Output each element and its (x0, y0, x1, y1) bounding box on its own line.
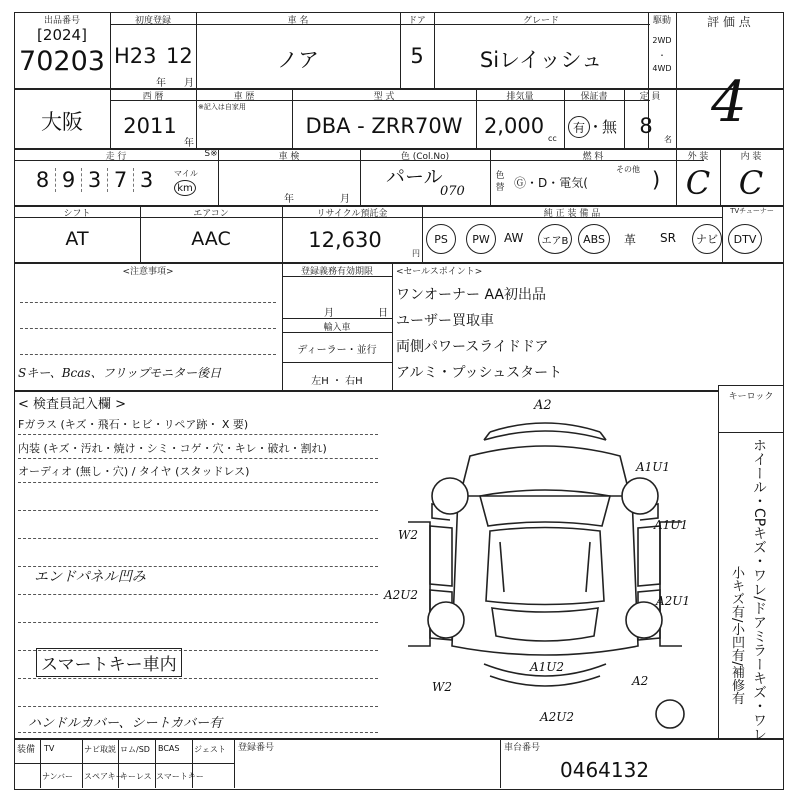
seats-unit: 名 (664, 135, 672, 144)
footer-tag: BCAS (158, 744, 180, 753)
first-reg-month-unit: 月 (184, 78, 194, 89)
mileage-digits (30, 168, 159, 192)
grade-label: グレード (522, 16, 559, 26)
side-text-2: 小キズ有/小凹有/補修有 (729, 566, 744, 705)
interior-grade: C (738, 164, 764, 202)
recycle-unit: 円 (412, 249, 420, 258)
damage-mark: A2 (534, 398, 552, 413)
damage-mark: A1U1 (636, 460, 671, 474)
reg-label: 登録義務有効期限 (300, 267, 373, 277)
footer-tag: キーレス (120, 772, 152, 781)
chassis-label: 車台番号 (504, 743, 541, 753)
exterior-grade: C (685, 164, 711, 202)
year: 2011 (123, 114, 177, 138)
drive-2wd: 2WD (652, 36, 672, 45)
seats: 8 (639, 114, 653, 138)
shaken-month-unit: 月 (340, 194, 350, 205)
shift-label: シフト (63, 209, 91, 219)
grade: Siレイッシュ (479, 48, 603, 72)
interior-line: 内装 (キズ・汚れ・焼け・シミ・コゲ・穴・キレ・破れ・割れ) (18, 442, 327, 455)
shaken-year-unit: 年 (284, 194, 294, 205)
sales-point: ワンオーナー AA初出品 (396, 287, 546, 303)
first-reg-era: H23 (114, 44, 157, 68)
footer-tag: ジェスト (194, 745, 226, 754)
equip-airbag: エアB (538, 224, 572, 254)
fuel-other-label: その他 (616, 165, 640, 174)
footer-tag: スマートキー (156, 772, 204, 781)
meter-label: S※ (204, 149, 218, 159)
mileage-digit: 7 (108, 168, 134, 192)
displacement-label: 排気量 (506, 92, 534, 102)
caution-label: <注意事項> (122, 267, 174, 277)
equip-abs: ABS (578, 224, 610, 254)
fuel-label: 燃 料 (582, 152, 604, 162)
car-name: ノア (277, 48, 319, 72)
door-label: ドア (408, 16, 426, 26)
caution-text: Sキー、Bcas、フリップモニター後日 (18, 366, 222, 380)
aircon-label: エアコン (193, 209, 229, 219)
fuel-close: ) (652, 168, 661, 192)
history-label: 車 歴 (233, 92, 255, 102)
dealer-label: ディーラー・並行 (297, 345, 377, 356)
color-change-label: 色替 (495, 171, 505, 193)
equip-sr: SR (660, 231, 676, 245)
footer-tag: スペアキー (84, 772, 124, 781)
damage-mark: A2U2 (540, 710, 575, 724)
equip-footer-label: 装備 (16, 745, 35, 755)
rating-label: 評 価 点 (707, 15, 751, 29)
mileage-digit: 3 (82, 168, 108, 192)
car-damage-diagram (380, 396, 710, 736)
aircon: AAC (191, 228, 231, 250)
first-reg-month: 12 (166, 44, 193, 68)
seats-label: 定 員 (639, 92, 661, 102)
damage-mark: A2U1 (656, 594, 691, 608)
warranty-sep: ・ (588, 118, 604, 136)
color-label: 色 (Col.No) (400, 152, 450, 162)
damage-mark: A1U1 (654, 518, 689, 532)
year-unit: 年 (184, 138, 194, 149)
model-label: 型 式 (373, 92, 395, 102)
model: DBA - ZRR70W (305, 114, 463, 138)
reg-day: 日 (378, 308, 388, 319)
drive-label: 駆動 (652, 16, 671, 26)
location: 大阪 (41, 110, 83, 134)
chassis-number: 0464132 (560, 758, 650, 782)
mileage-digit: 9 (56, 168, 82, 192)
year-label: 西 暦 (142, 92, 164, 102)
handwritten-note-1: エンドパネル凹み (34, 569, 146, 585)
lot-number: 70203 (19, 46, 105, 77)
footer-tag: ナビ取説 (84, 745, 116, 754)
mileage-digit: 3 (139, 168, 154, 192)
handwritten-note-3: ハンドルカバー、シートカバー有 (28, 716, 223, 731)
drive-dot: ・ (658, 51, 666, 60)
exterior-label: 外 装 (687, 152, 709, 162)
displacement-unit: cc (548, 134, 557, 143)
rating: 4 (711, 70, 747, 135)
history-note: ※記入は自家用 (198, 103, 246, 111)
drive-4wd: 4WD (652, 64, 672, 73)
lot-label: 出品番号 (43, 16, 80, 26)
mileage-unit-km: km (174, 180, 196, 196)
damage-mark: W2 (432, 680, 452, 694)
first-reg-label: 初度登録 (134, 16, 171, 26)
footer-tag: ナンバー (42, 772, 74, 781)
fuel-options: Ⓖ・D・電気( (514, 176, 588, 190)
sales-point: ユーザー買取車 (396, 313, 494, 329)
first-reg-year-unit: 年 (156, 78, 166, 89)
footer-tag: ロム/SD (120, 745, 150, 754)
recycle-label: リサイクル預託金 (316, 209, 388, 219)
glass-line: Fガラス (キズ・飛石・ヒビ・リペア跡・ X 要) (18, 418, 249, 431)
handle-label: 左H ・ 右H (311, 376, 363, 387)
color-no: 070 (440, 184, 465, 199)
shaken-label: 車 検 (278, 152, 300, 162)
doors: 5 (410, 44, 424, 68)
audio-line: オーディオ (無し・穴) / タイヤ (スタッドレス) (18, 465, 250, 478)
sales-point: アルミ・プッシュスタート (396, 365, 563, 381)
equip-ps: PS (426, 224, 456, 254)
sales-point: 両側パワースライドドア (396, 339, 549, 355)
mileage-digit: 8 (30, 168, 56, 192)
side-text-1: ホイール・CPキズ・ワレ/ドアミラーキズ・ワレ (751, 438, 767, 741)
car-name-label: 車 名 (287, 16, 309, 26)
mileage-unit-mile: マイル (174, 169, 198, 178)
equip-navi: ナビ (692, 224, 722, 254)
damage-mark: A2U2 (384, 588, 419, 602)
damage-mark: W2 (398, 528, 418, 542)
equipment-label: 純 正 装 備 品 (543, 209, 601, 219)
warranty-none: 無 (602, 118, 618, 136)
reg-month: 月 (324, 308, 334, 319)
warranty-circled: 有 (568, 116, 590, 138)
recycle-fee: 12,630 (308, 228, 382, 252)
mileage-label: 走 行 (105, 152, 127, 162)
damage-mark: A2 (632, 674, 649, 688)
footer-tag: TV (44, 744, 55, 753)
year-tag: [2024] (37, 26, 87, 44)
interior-label: 内 装 (740, 152, 762, 162)
equip-dtv: DTV (728, 224, 762, 254)
equip-leather: 革 (624, 233, 637, 247)
tuner-label: TVチューナー (730, 207, 774, 215)
warranty-label: 保証書 (580, 92, 608, 102)
import-label: 輸入車 (323, 323, 351, 333)
displacement: 2,000 (483, 114, 545, 138)
color: パール (386, 166, 443, 188)
equip-aw: AW (504, 231, 524, 245)
handwritten-note-2: スマートキー車内 (36, 648, 182, 677)
keylock-label: キーロック (728, 392, 774, 402)
sales-label: <セールスポイント> (396, 267, 483, 277)
equip-pw: PW (466, 224, 496, 254)
damage-mark: A1U2 (530, 660, 565, 674)
shift: AT (65, 228, 89, 250)
reg-no-label: 登録番号 (238, 743, 275, 753)
inspection-title: < 検査員記入欄 > (18, 397, 127, 412)
